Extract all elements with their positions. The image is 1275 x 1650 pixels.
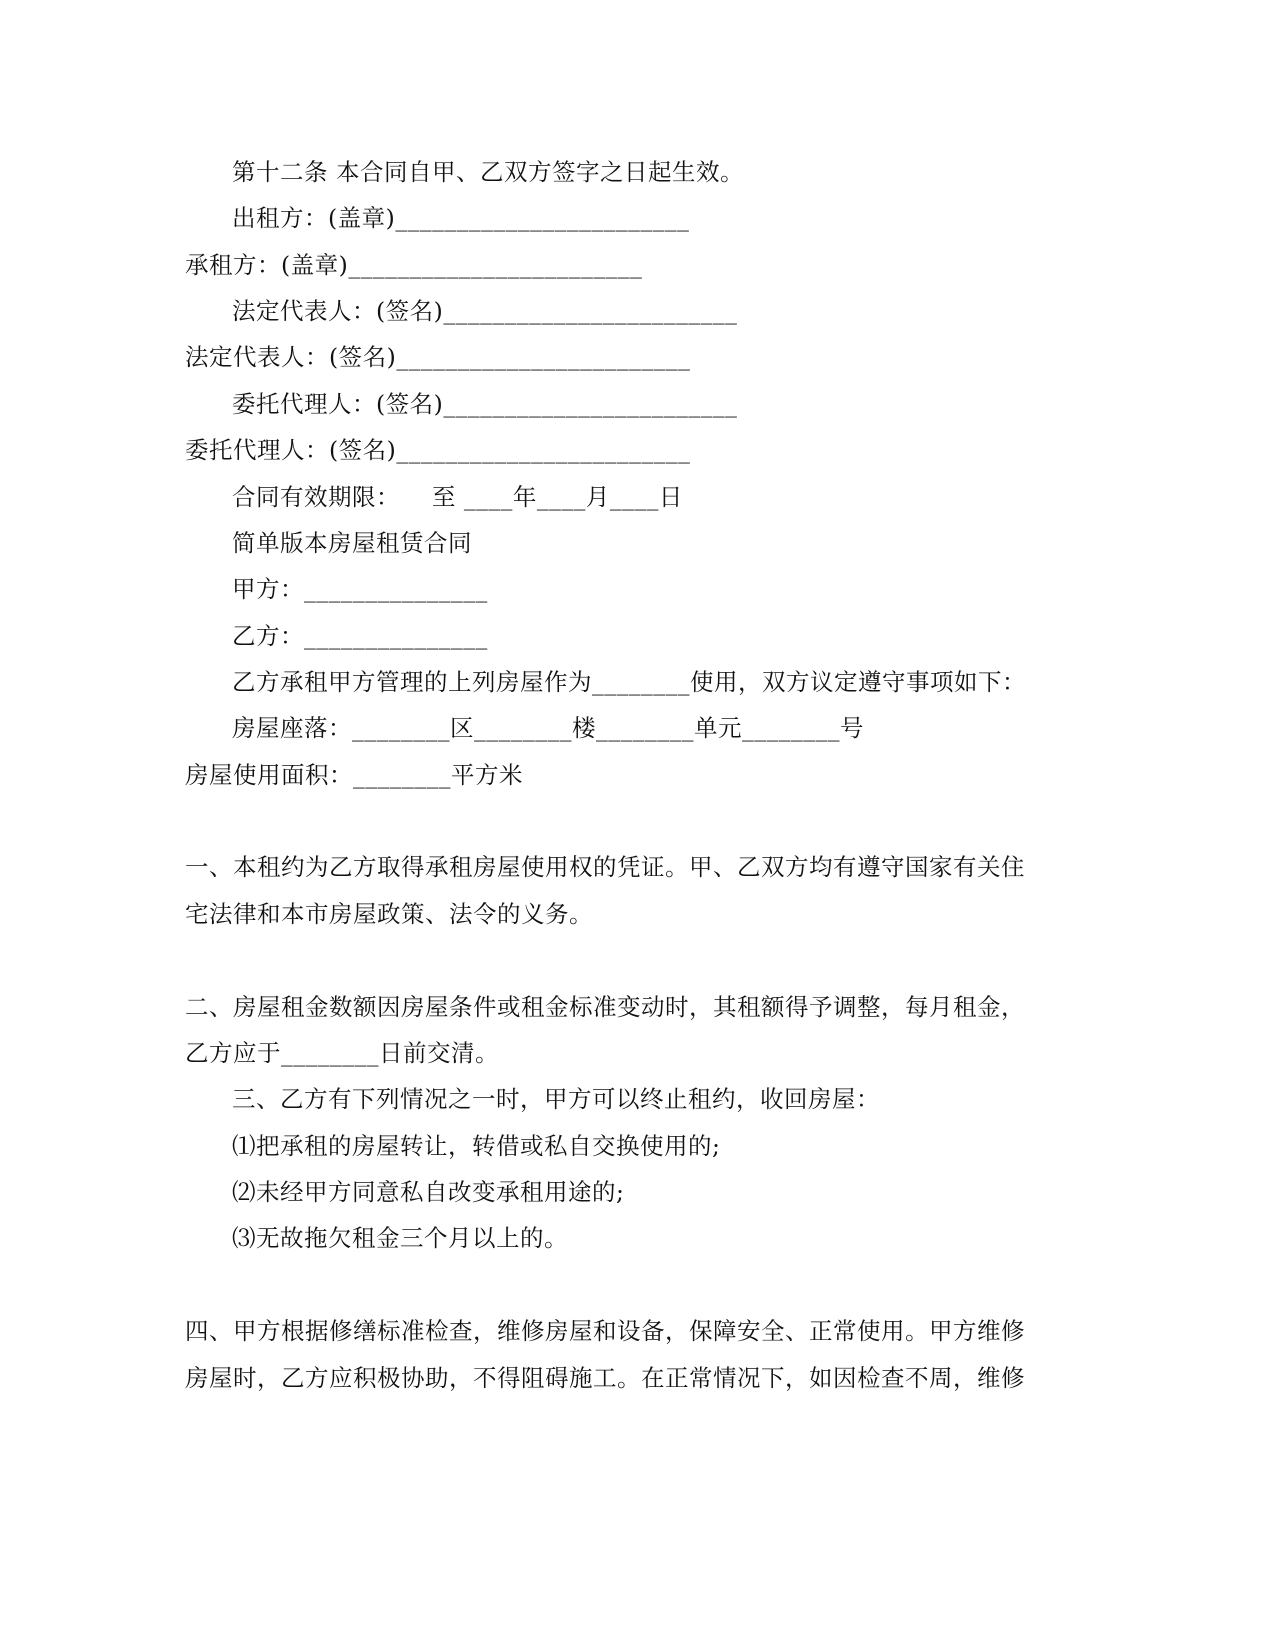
usage-purpose-line: 乙方承租甲方管理的上列房屋作为________使用，双方议定遵守事项如下：: [232, 668, 1026, 696]
party-b-line: 乙方：_______________: [232, 622, 488, 650]
lessor-seal-line: 出租方：(盖章)________________________: [232, 204, 690, 232]
clause-1-line-1: 一、本租约为乙方取得承租房屋使用权的凭证。甲、乙双方均有遵守国家有关住: [185, 853, 1025, 881]
clause-1-line-2: 宅法律和本市房屋政策、法令的义务。: [185, 900, 593, 928]
clause-2-line-2: 乙方应于________日前交清。: [185, 1039, 499, 1067]
article-12-effective-clause: 第十二条 本合同自甲、乙双方签字之日起生效。: [232, 158, 744, 186]
lessor-agent-signature-line: 委托代理人：(签名)________________________: [232, 390, 738, 418]
clause-4-line-2: 房屋时，乙方应积极协助，不得阻碍施工。在正常情况下，如因检查不周，维修: [185, 1364, 1025, 1392]
clause-2-line-1: 二、房屋租金数额因房屋条件或租金标准变动时，其租额得予调整，每月租金，: [185, 993, 1025, 1021]
lessee-seal-line: 承租方：(盖章)________________________: [185, 251, 643, 279]
lessor-legal-rep-signature-line: 法定代表人：(签名)________________________: [232, 297, 738, 325]
clause-3-item-3: ⑶无故拖欠租金三个月以上的。: [232, 1224, 568, 1252]
party-a-line: 甲方：_______________: [232, 575, 488, 603]
lessee-agent-signature-line: 委托代理人：(签名)________________________: [185, 436, 691, 464]
property-location-line: 房屋座落：________区________楼________单元________号: [232, 714, 864, 742]
contract-validity-period-line: 合同有效期限： 至 ____年____月____日: [232, 483, 683, 511]
property-area-line: 房屋使用面积：________平方米: [185, 761, 523, 789]
clause-3-item-2: ⑵未经甲方同意私自改变承租用途的;: [232, 1178, 625, 1206]
clause-4-line-1: 四、甲方根据修缮标准检查，维修房屋和设备，保障安全、正常使用。甲方维修: [185, 1317, 1025, 1345]
clause-3-item-1: ⑴把承租的房屋转让，转借或私自交换使用的;: [232, 1132, 721, 1160]
clause-3-heading: 三、乙方有下列情况之一时，甲方可以终止租约，收回房屋：: [232, 1085, 880, 1113]
lessee-legal-rep-signature-line: 法定代表人：(签名)________________________: [185, 343, 691, 371]
contract-title: 简单版本房屋租赁合同: [232, 529, 472, 557]
